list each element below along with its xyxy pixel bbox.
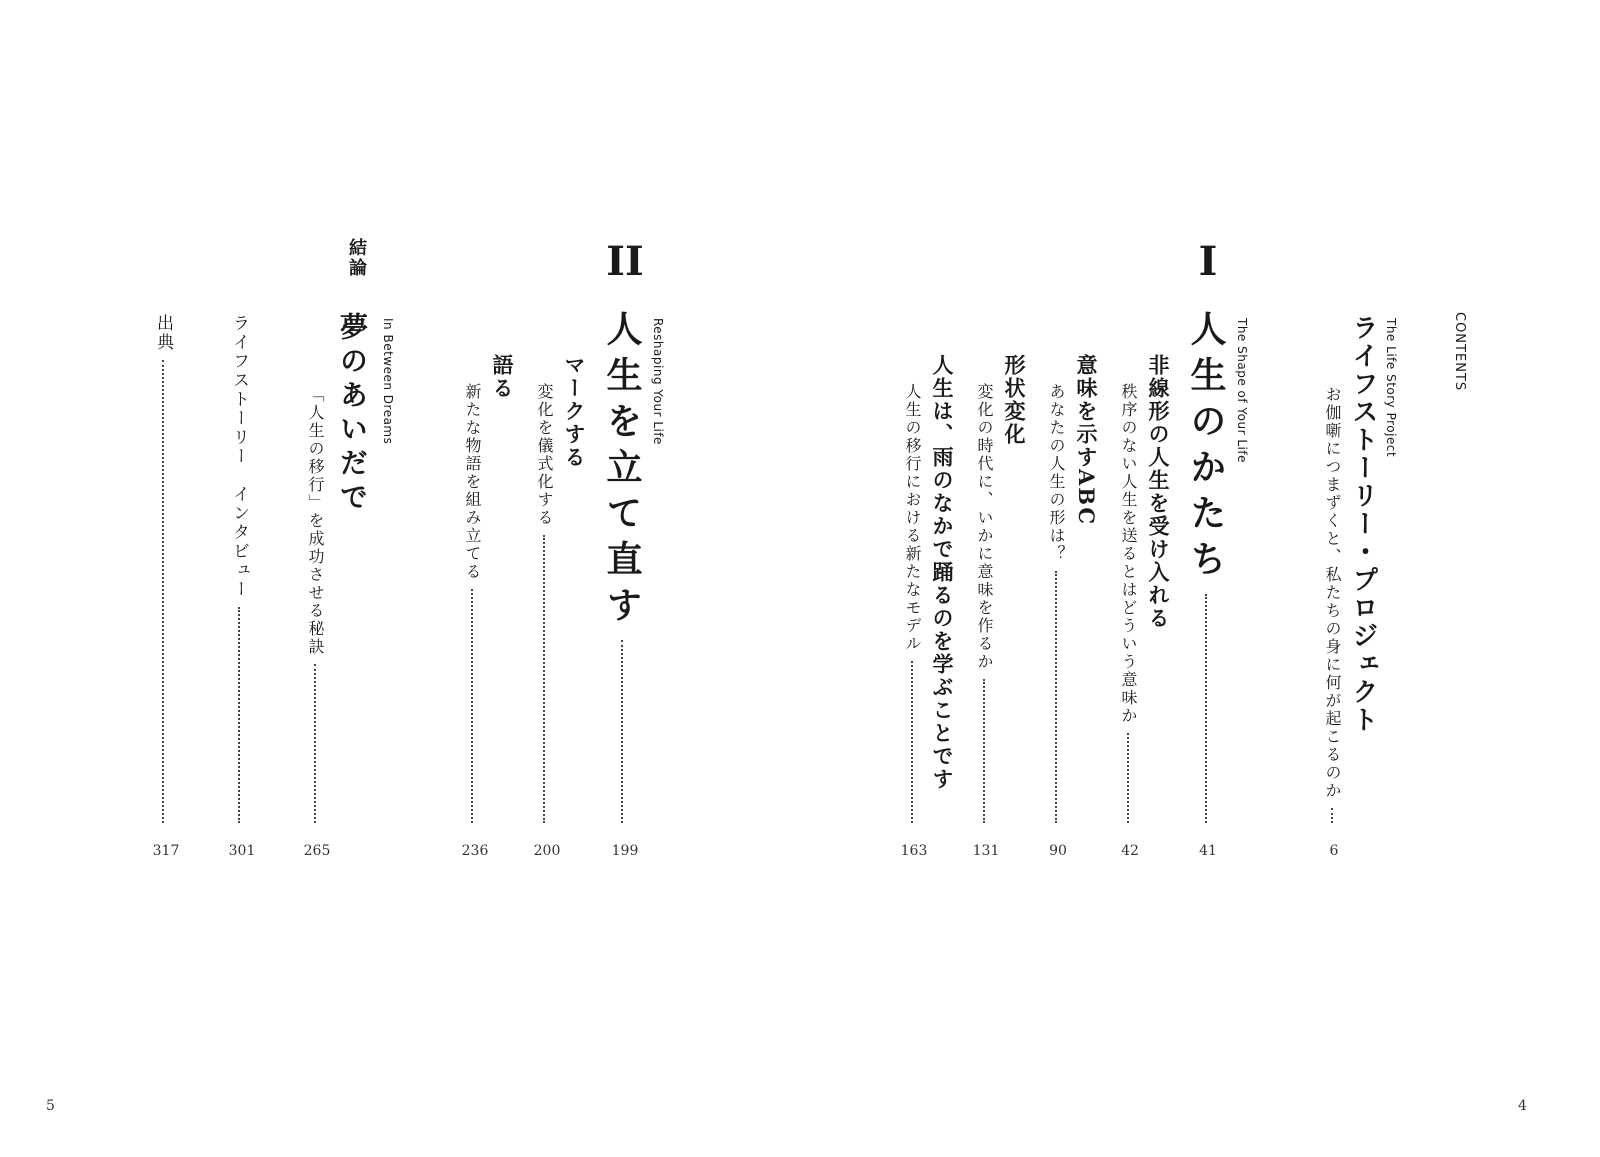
right-page-folio: 4 [1518, 1098, 1527, 1114]
page-number: 42 [1121, 843, 1139, 859]
page-number: 199 [611, 843, 639, 859]
chapter-5-subtitle-entry[interactable]: 変化を儀式化する [536, 383, 552, 823]
conclusion-title[interactable]: 夢のあいだで [336, 312, 369, 516]
left-page-folio: 5 [46, 1098, 55, 1114]
part2-title-entry[interactable]: 人生を立て直す [604, 310, 640, 823]
page-number: 301 [228, 843, 256, 859]
chapter-5-title[interactable]: マークする [562, 354, 587, 469]
page-number: 200 [533, 843, 561, 859]
page-number: 317 [152, 843, 180, 859]
chapter-4-subtitle-entry[interactable]: 人生の移行における新たなモデル [904, 383, 920, 823]
conclusion-subtitle-entry[interactable]: 「人生の移行」を成功させる秘訣 [307, 386, 323, 823]
part2-numeral: II [606, 238, 644, 285]
part2-english-title: Reshaping Your Life [651, 318, 665, 445]
prologue-title[interactable]: ライフストーリー・プロジェクト [1348, 314, 1378, 734]
chapter-2-title[interactable]: 意味を示すABC [1074, 354, 1099, 527]
conclusion-english-title: In Between Dreams [381, 318, 395, 445]
chapter-3-title[interactable]: 形状変化 [1002, 354, 1027, 446]
chapter-4-title[interactable]: 人生は、雨のなかで踊るのを学ぶことです [930, 354, 955, 791]
chapter-2-subtitle-entry[interactable]: あなたの人生の形は？ [1048, 383, 1064, 823]
part1-english-title: The Shape of Your Life [1235, 318, 1249, 463]
dot-leader [314, 664, 316, 823]
appendix-interview-entry[interactable]: ライフストーリー インタビュー [230, 314, 247, 823]
page-number: 163 [900, 843, 928, 859]
page-number: 236 [461, 843, 489, 859]
chapter-1-title[interactable]: 非線形の人生を受け入れる [1146, 354, 1171, 630]
appendix-sources-entry[interactable]: 出典 [154, 314, 171, 823]
dot-leader [1205, 594, 1207, 823]
dot-leader [621, 640, 623, 823]
part1-title-entry[interactable]: 人生のかたち [1188, 310, 1224, 823]
chapter-1-subtitle-entry[interactable]: 秩序のない人生を送るとはどういう意味か [1120, 383, 1136, 823]
page-number: 265 [303, 843, 331, 859]
dot-leader [238, 607, 240, 823]
chapter-6-title[interactable]: 語る [490, 354, 515, 400]
dot-leader [1055, 571, 1057, 823]
page-number: 90 [1049, 843, 1067, 859]
page-number: 6 [1329, 843, 1339, 859]
dot-leader [471, 589, 473, 823]
conclusion-label: 結論 [346, 238, 367, 278]
contents-label: CONTENTS [1452, 312, 1467, 392]
part1-numeral: I [1198, 238, 1218, 285]
prologue-subtitle-entry[interactable]: お伽噺につまずくと、私たちの身に何が起こるのか [1324, 386, 1340, 823]
chapter-3-subtitle-entry[interactable]: 変化の時代に、いかに意味を作るか [976, 383, 992, 823]
prologue-english-title: The Life Story Project [1384, 318, 1398, 458]
chapter-6-subtitle-entry[interactable]: 新たな物語を組み立てる [464, 383, 480, 823]
dot-leader [162, 360, 164, 823]
dot-leader [1331, 808, 1333, 823]
dot-leader [1127, 733, 1129, 823]
dot-leader [543, 535, 545, 823]
page-number: 41 [1199, 843, 1217, 859]
page-number: 131 [972, 843, 1000, 859]
dot-leader [911, 661, 913, 823]
dot-leader [983, 679, 985, 823]
